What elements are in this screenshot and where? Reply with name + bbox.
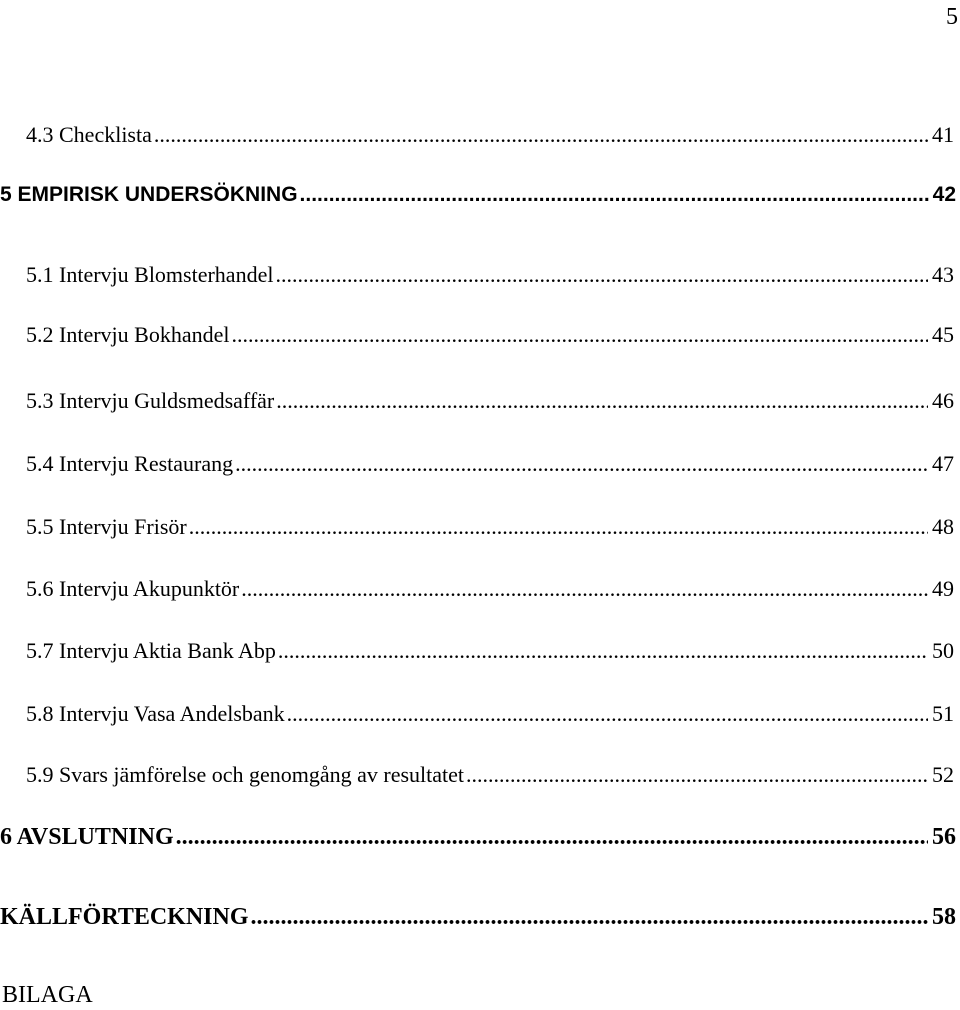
toc-entry-title: KÄLLFÖRTECKNING bbox=[0, 904, 249, 930]
toc-entry-title: 5.6 Intervju Akupunktör bbox=[26, 576, 240, 601]
toc-entry-page: 48 bbox=[932, 514, 954, 539]
toc-entry-title: 5.4 Intervju Restaurang bbox=[26, 451, 234, 476]
toc-entry-5-6[interactable] bbox=[26, 574, 954, 604]
toc-leader-dots bbox=[300, 180, 929, 210]
toc-entry-title: 5.7 Intervju Aktia Bank Abp bbox=[26, 638, 276, 663]
toc-entry-5-2[interactable] bbox=[26, 320, 954, 350]
toc-entry-title: 5.2 Intervju Bokhandel bbox=[26, 322, 230, 347]
toc-entry-6[interactable] bbox=[0, 822, 956, 852]
toc-entry-page: 46 bbox=[932, 388, 954, 413]
toc-entry-page: 51 bbox=[932, 701, 954, 726]
toc-entry-page: 52 bbox=[932, 762, 954, 787]
toc-entry-title: 5.1 Intervju Blomsterhandel bbox=[26, 262, 274, 287]
toc-entry-title: 5.5 Intervju Frisör bbox=[26, 514, 187, 539]
toc-entry-5-8[interactable] bbox=[26, 699, 954, 729]
toc-leader-dots bbox=[176, 822, 928, 852]
toc-leader-dots bbox=[241, 574, 928, 604]
page-number: 5 bbox=[946, 4, 958, 30]
toc-entry-page: 43 bbox=[932, 262, 954, 287]
toc-entry-5[interactable] bbox=[0, 180, 956, 210]
toc-entry-page: 45 bbox=[932, 322, 954, 347]
toc-entry-title: 5.9 Svars jämförelse och genomgång av resultatet bbox=[26, 762, 465, 787]
toc-entry-page: 47 bbox=[932, 451, 954, 476]
toc-leader-dots bbox=[466, 760, 928, 790]
toc-leader-dots bbox=[275, 260, 928, 290]
toc-entry-4-3[interactable] bbox=[26, 120, 954, 150]
toc-leader-dots bbox=[189, 512, 928, 542]
toc-entry-5-4[interactable] bbox=[26, 449, 954, 479]
toc-entry-page: 49 bbox=[932, 576, 954, 601]
toc-leader-dots bbox=[235, 449, 928, 479]
toc-leader-dots bbox=[278, 636, 928, 666]
toc-entry-kallforteckning[interactable] bbox=[0, 902, 956, 932]
toc-entry-5-5[interactable] bbox=[26, 512, 954, 542]
toc-entry-5-9[interactable] bbox=[26, 760, 954, 790]
toc-entry-title: 5 EMPIRISK UNDERSÖKNING bbox=[0, 183, 298, 206]
toc-leader-dots bbox=[231, 320, 928, 350]
toc-entry-title: 5.8 Intervju Vasa Andelsbank bbox=[26, 701, 285, 726]
toc-entry-page: 41 bbox=[932, 122, 954, 147]
toc-leader-dots bbox=[276, 386, 928, 416]
toc-entry-page: 58 bbox=[932, 904, 956, 930]
toc-leader-dots bbox=[251, 902, 928, 932]
toc-entry-title: 6 AVSLUTNING bbox=[0, 824, 174, 850]
toc-leader-dots bbox=[287, 699, 928, 729]
toc-entry-page: 50 bbox=[932, 638, 954, 663]
toc-entry-title: 4.3 Checklista bbox=[26, 122, 152, 147]
toc-leader-dots bbox=[154, 120, 928, 150]
toc-entry-5-1[interactable] bbox=[26, 260, 954, 290]
toc-entry-title: 5.3 Intervju Guldsmedsaffär bbox=[26, 388, 275, 413]
toc-entry-5-7[interactable] bbox=[26, 636, 954, 666]
toc-entry-page: 56 bbox=[932, 824, 956, 850]
toc-entry-5-3[interactable] bbox=[26, 386, 954, 416]
toc-entry-page: 42 bbox=[932, 183, 956, 206]
bilaga-heading[interactable]: BILAGA bbox=[2, 982, 93, 1008]
